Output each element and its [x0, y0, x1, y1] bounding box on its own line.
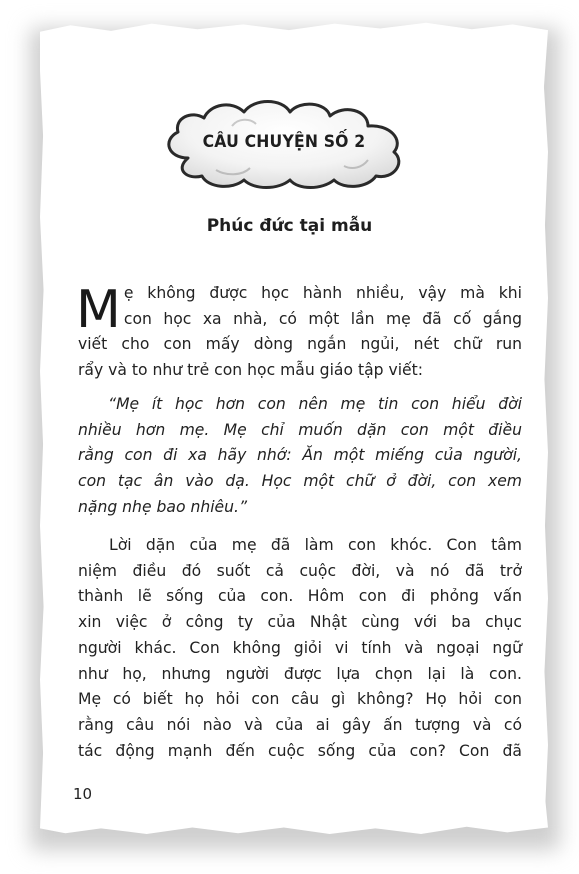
text-line: Lời dặn của mẹ đã làm con khóc. Con tâm — [109, 536, 522, 554]
text-line: Mẹ có biết họ hỏi con câu gì không? Họ hỏi con — [78, 690, 522, 709]
paragraph-1 — [78, 281, 522, 384]
page-number: 10 — [73, 785, 93, 803]
quote-line: nặng nhẹ bao nhiêu.” — [78, 497, 248, 516]
text-line: viết cho con mấy dòng ngắn ngủi, nét chữ run — [78, 335, 522, 354]
text-line: ẹ không được học hành nhiều, vậy mà khi — [123, 284, 522, 302]
paragraph-2 — [78, 533, 522, 764]
story-title: Phúc đức tại mẫu — [206, 216, 373, 236]
text-line: xin việc ở công ty của Nhật cùng với ba chục — [78, 613, 522, 632]
text-line: niệm điều đó suốt cả cuộc đời, và nó đã trở — [78, 561, 522, 580]
text-line: rằng câu nói nào và của ai gây ấn tượng và có — [78, 715, 522, 734]
drop-cap: M — [76, 280, 121, 340]
text-line: người khác. Con không giỏi vi tính và ngoại ngữ — [78, 638, 522, 657]
text-line: tác động mạnh đến cuộc sống của con? Con đã — [78, 741, 522, 760]
quote-line: “Mẹ ít học hơn con nên mẹ tin con hiểu đời — [108, 395, 522, 413]
text-line: như họ, nhưng người được lựa chọn lại là con. — [78, 664, 522, 683]
text-line: con học xa nhà, có một lần mẹ đã cố gắng — [123, 309, 522, 328]
text-line: thành lẽ sống của con. Hôm con đi phỏng vấn — [78, 587, 522, 606]
quote-line: con tạc ân vào dạ. Học một chữ ở đời, con xem — [78, 472, 522, 491]
quote-line: nhiều hơn mẹ. Mẹ chỉ muốn dặn con một điều — [78, 420, 522, 439]
text-line: rẩy và to như trẻ con học mẫu giáo tập viết: — [78, 361, 424, 380]
cloud-banner — [158, 96, 410, 194]
quote-line: rằng con đi xa hãy nhớ: Ăn một miếng của người, — [78, 446, 522, 465]
mother-letter-quote — [78, 392, 522, 521]
story-number-heading: CÂU CHUYỆN SỐ 2 — [202, 132, 366, 152]
